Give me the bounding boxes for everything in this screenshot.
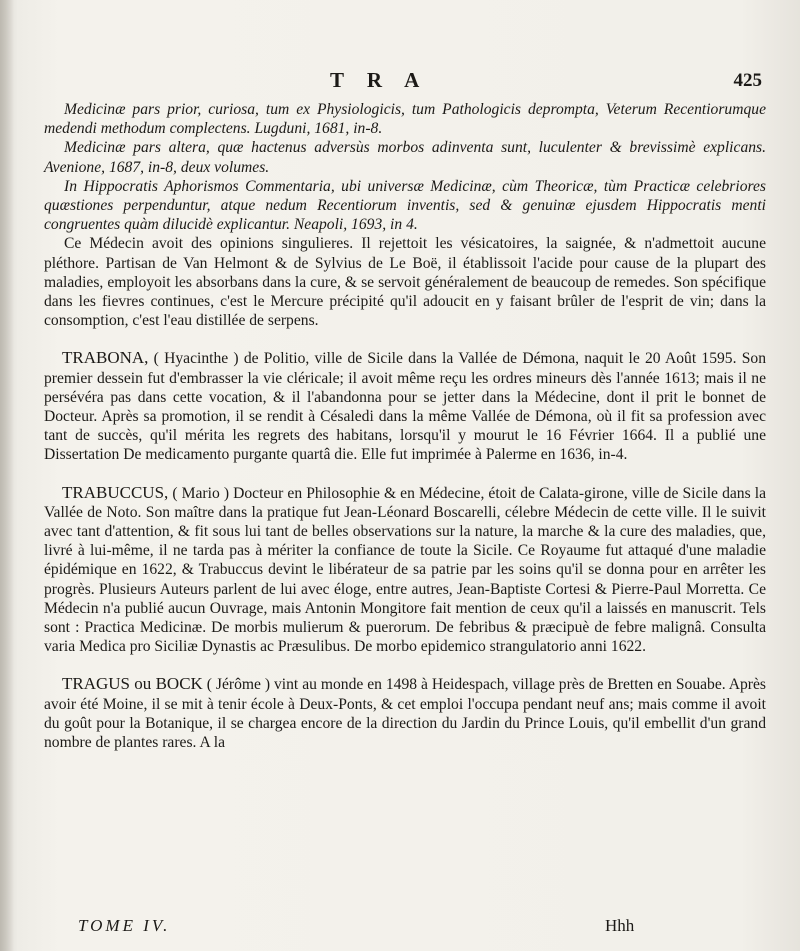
bibliography-item: Medicinæ pars prior, curiosa, tum ex Physiologicis, tum Pathologicis deprompta, Veterum Recentiorumque medendi methodum complectens. Lugduni, 1681, in-8. <box>44 101 766 138</box>
running-head-title: T R A <box>330 68 429 92</box>
page-number: 425 <box>733 70 762 91</box>
gutter-shadow <box>0 0 14 951</box>
running-head <box>0 68 800 96</box>
entry-text: ( Mario ) Docteur en Philosophie & en Médecine, étoit de Calata-girone, ville de Sicile dans la Vallée de Noto. Son maître dans la pratique fut Jean-Léonard Boscarelli, célebre Médecin de cette ville. Il le suivit avec tant d'attention, & fit sous lui tant de belles observations sur la nature, la marche & la cure des maladies, que, livré à lui-même, il ne tarda pas à mériter la confiance de toute la Sicile. Ce Royaume fut attaqué d'une maladie épidémique en 1622, & Trabuccus devint le libérateur de sa patrie par les soins qu'il se donna pour en arrêter les progrès. Plusieurs Auteurs parlent de lui avec éloge, entre autres, Jean-Baptiste Cortesi & Pierre-Paul Morretta. Ce Médecin n'a publié aucun Ouvrage, mais Antonin Mongitore fait mention de ceux qu'il a laissés en manuscrit. Tels sont : Practica Medicinæ. De morbis mulierum & puerorum. De febribus & præcipuè de febre malignâ. Consulta varia Medica pro Siciliæ Dynastis ac Præsulibus. De morbo epidemico strangulatorio anni 1622. <box>44 484 766 656</box>
entry-tragus <box>44 674 766 752</box>
entry-headword: TRABONA, <box>62 348 149 368</box>
entry-text: ( Jérôme ) vint au monde en 1498 à Heidespach, village près de Bretten en Souabe. Après avoir été Moine, il se mit à tenir école à Deux-Ponts, & cet emploi l'occupa pendant neuf ans; mais comme il avoit du goût pour la Botanique, il se chargea encore de la direction du Jardin du Prince Louis, qu'il embellit d'un grand nombre de plantes rares. A la <box>44 676 766 752</box>
signature-mark: Hhh <box>605 916 635 935</box>
commentary-paragraph: Ce Médecin avoit des opinions singulieres. Il rejettoit les vésicatoires, la saignée, & n'admettoit aucune pléthore. Partisan de Van Helmont & de Sylvius de Le Boë, il établissoit l'acide pour cause de la plupart des maladies, employoit les absorbans dans la cure, & se servoit généralement de beaucoup de remedes. Son spécifique dans les fievres continues, c'est le Mercure précipité qu'il adoucit en y faisant brûler de l'esprit de vin; dans la consomption, c'est l'eau distillée de serpens. <box>44 235 766 330</box>
entry-headword: TRABUCCUS, <box>62 482 169 502</box>
entry-trabuccus <box>44 483 766 657</box>
entry-text: ( Hyacinthe ) de Politio, ville de Sicile dans la Vallée de Démona, naquit le 20 Août 1595. Son premier dessein fut d'embrasser la vie cléricale; il avoit même reçu les ordres mineurs dès l'année 1613; mais il ne persévéra pas dans cette vocation, & il l'abandonna pour se jetter dans la Médecine, dont il prit le bonnet de Docteur. Après sa promotion, il se rendit à Césaledi dans la même Vallée de Démona, où il fit sa profession avec tant de succès, qu'il mérita les regrets des habitans, lorsqu'il y mourut le 16 Février 1664. Il a publié une Dissertation De medicamento purgante quartâ die. Elle fut imprimée à Palerme en 1636, in-4. <box>44 350 766 464</box>
bibliography-list <box>44 100 766 234</box>
volume-label: TOME IV. <box>78 916 171 935</box>
bibliography-item: In Hippocratis Aphorismos Commentaria, ubi universæ Medicinæ, cùm Theoricæ, tùm Practicæ celebriores quæstiones perpenduntur, atque nedum Recentiorum inventis, sed & genuinæ ejusdem Hippocratis menti congruentes quàm dilucidè explicantur. Neapoli, 1693, in 4. <box>44 177 766 234</box>
bibliography-item: Medicinæ pars altera, quæ hactenus adversùs morbos adinventa sunt, luculenter & brevissimè explicans. Avenione, 1687, in-8, deux volumes. <box>44 139 766 176</box>
page-footer <box>0 916 800 940</box>
entry-headword: TRAGUS ou BOCK <box>62 674 203 694</box>
entry-trabona <box>44 348 766 464</box>
body-text <box>44 100 766 752</box>
